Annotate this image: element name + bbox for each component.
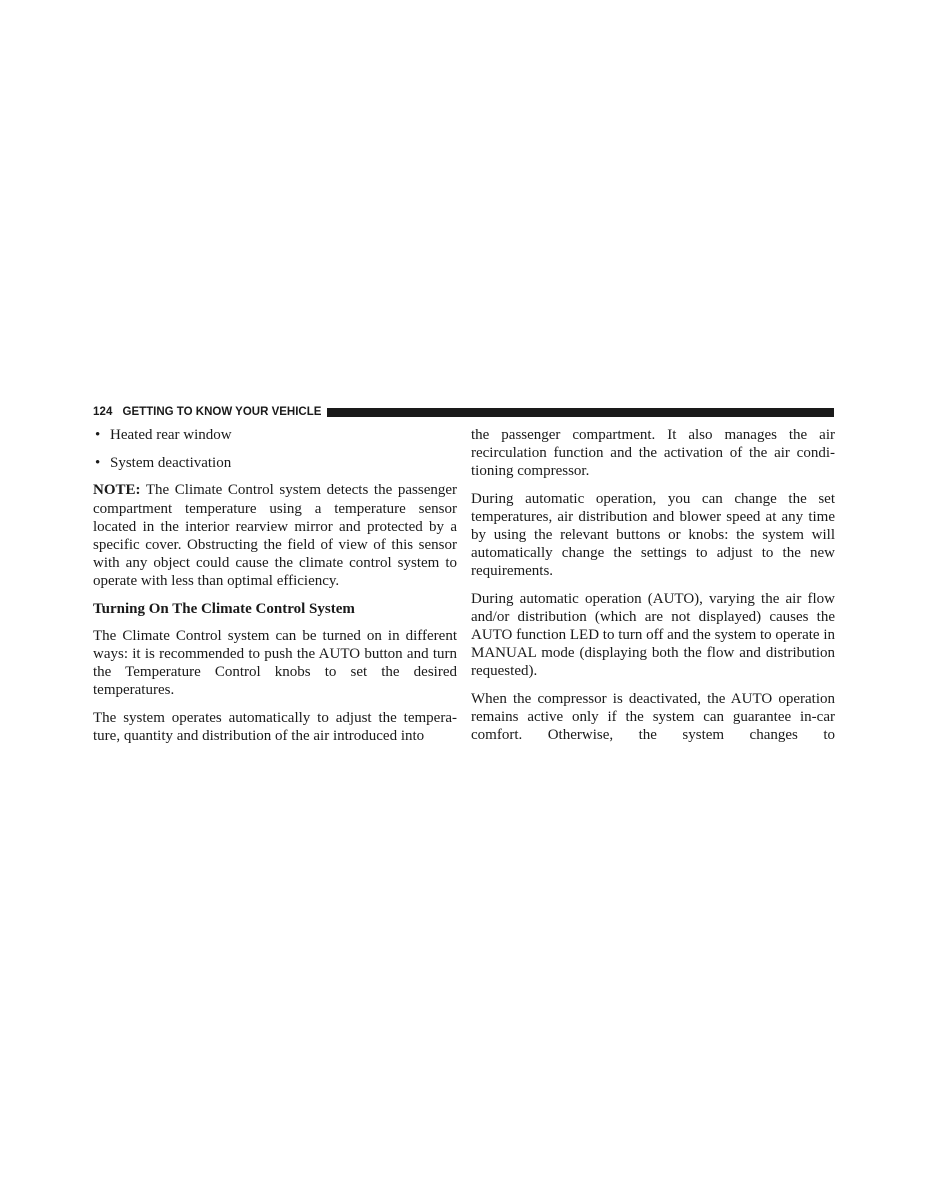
note-label: NOTE:	[93, 482, 141, 499]
bullet-text: System deactivation	[110, 454, 232, 471]
right-column	[471, 426, 835, 753]
left-column	[93, 426, 457, 754]
bullet-icon: •	[95, 454, 101, 471]
header-rule	[327, 408, 834, 417]
body-paragraph: the passenger compartment. It also manages the air recirculation function and the activation of the air conditioning compressor.	[471, 427, 835, 480]
section-title: GETTING TO KNOW YOUR VEHICLE	[122, 406, 322, 418]
body-paragraph: When the compressor is deactivated, the AUTO operation remains active only if the system can guarantee in-car comfort. Otherwise, the system changes to	[471, 690, 835, 744]
body-paragraph: During automatic operation, you can change the set temperatures, air distribution and blower speed at any time by using the relevant buttons or knobs: the system will automatically change the settings to adjust to the new requirements.	[471, 490, 835, 580]
body-paragraph: The Climate Control system can be turned on in different ways: it is recommended to push the AUTO button and turn the Temperature Control knobs to set the desired temperatures.	[93, 627, 457, 699]
note-paragraph	[93, 481, 457, 590]
body-paragraph: During automatic operation (AUTO), varying the air flow and/or distribution (which are not displayed) causes the AUTO function LED to turn off and the system to operate in MANUAL mode (displaying both the flow and distribution requested).	[471, 590, 835, 680]
page-header	[93, 405, 834, 419]
bullet-item	[93, 426, 457, 444]
page-number: 124	[93, 406, 113, 418]
note-text: The Climate Control system detects the passenger compartment temperature using a temperature sensor located in the interior rearview mirror and protected by a specific cover. Obstructing the field of view of this sensor with any object could cause the climate control system to operate with less than optimal efficiency.	[93, 482, 457, 590]
bullet-item	[93, 454, 457, 472]
section-heading: Turning On The Climate Control System	[93, 600, 355, 617]
body-paragraph: The system operates automatically to adjust the temperature, quantity and distribution of the air introduced into	[93, 709, 457, 744]
bullet-text: Heated rear window	[110, 427, 232, 443]
bullet-icon: •	[95, 427, 101, 443]
